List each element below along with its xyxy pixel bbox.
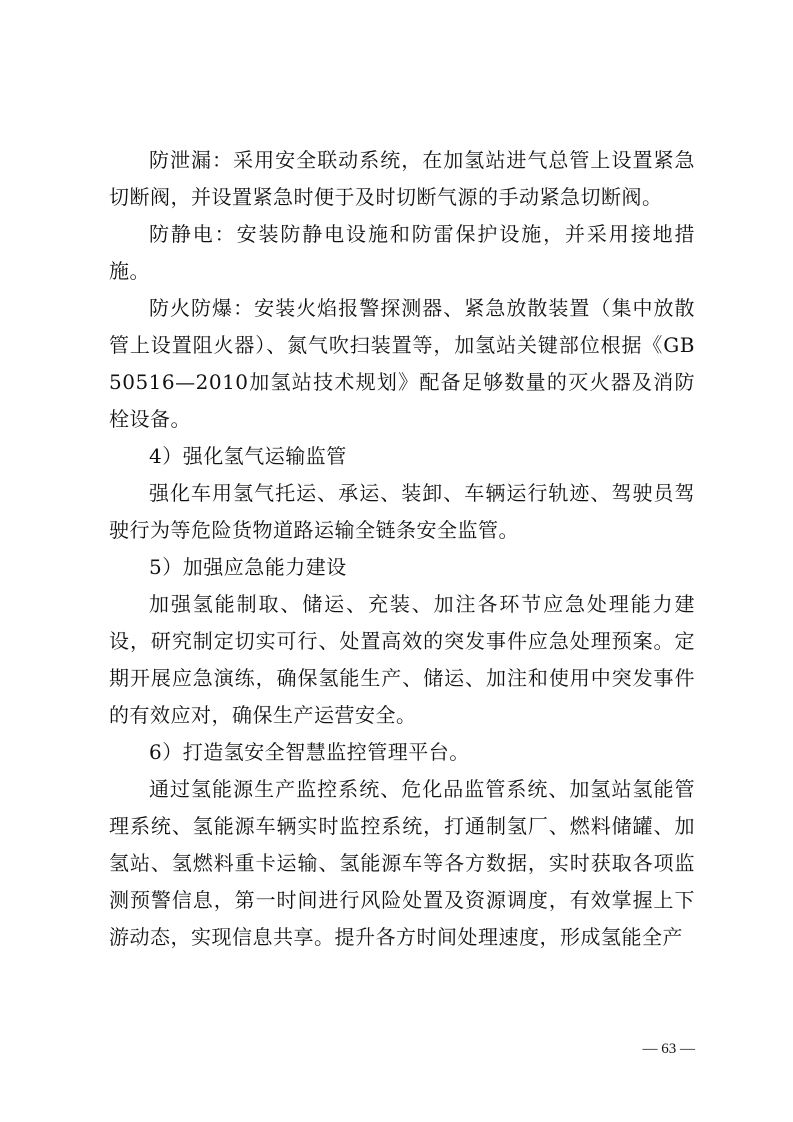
paragraph-antistatic: 防静电：安装防静电设施和防雷保护设施，并采用接地措施。 [109,222,695,283]
body-text [109,142,695,956]
page-number: — 63 — [642,1041,695,1057]
paragraph-transport-supervision: 强化车用氢气托运、承运、装卸、车辆运行轨迹、驾驶员驾驶行为等危险货物道路运输全链条安全监管。 [109,481,695,542]
paragraph-monitoring-platform: 通过氢能源生产监控系统、危化品监管系统、加氢站氢能管理系统、氢能源车辆实时监控系统，打通制氢厂、燃料储罐、加氢站、氢燃料重卡运输、氢能源车等各方数据，实时获取各项监测预警信息，第一时间进行风险处置及资源调度，有效掌握上下游动态，实现信息共享。提升各方时间处理速度，形成氢能全产 [109,777,695,949]
paragraph-fire-explosion-prevention: 防火防爆：安装火焰报警探测器、紧急放散装置（集中放散管上设置阻火器）、氮气吹扫装置等，加氢站关键部位根据《GB50516—2010加氢站技术规划》配备足够数量的灭火器及消防栓设备。 [109,296,695,431]
paragraph-leak-prevention: 防泄漏：采用安全联动系统，在加氢站进气总管上设置紧急切断阀，并设置紧急时便于及时切断气源的手动紧急切断阀。 [109,148,695,209]
paragraph-emergency-capability: 加强氢能制取、储运、充装、加注各环节应急处理能力建设，研究制定切实可行、处置高效的突发事件应急处理预案。定期开展应急演练，确保氢能生产、储运、加注和使用中突发事件的有效应对，确保生产运营安全。 [109,592,695,727]
section-heading-emergency-capability: 5）加强应急能力建设 [149,555,347,579]
section-heading-monitoring-platform: 6）打造氢安全智慧监控管理平台。 [149,740,470,764]
section-heading-transport-supervision: 4）强化氢气运输监管 [149,444,347,468]
